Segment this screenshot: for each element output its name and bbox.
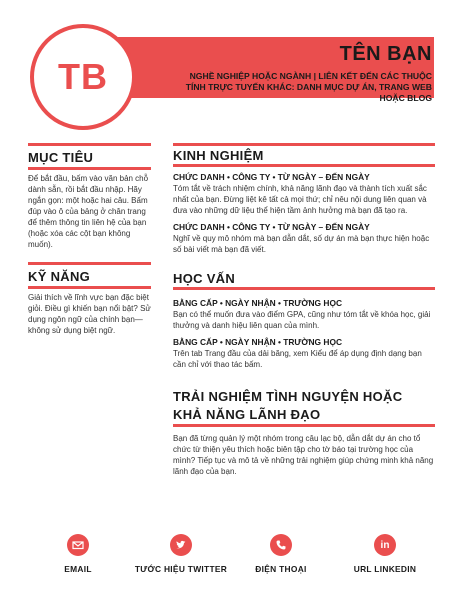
skills-top-rule xyxy=(28,262,151,265)
degree-title[interactable]: BẰNG CẤP • NGÀY NHẬN • TRƯỜNG HỌC xyxy=(173,337,343,347)
twitter-icon xyxy=(170,534,192,556)
objective-top-rule xyxy=(28,143,151,146)
contact-email[interactable] xyxy=(23,534,133,574)
degree-title[interactable]: BẰNG CẤP • NGÀY NHẬN • TRƯỜNG HỌC xyxy=(173,298,343,308)
education-rule xyxy=(173,287,435,290)
education-heading[interactable]: HỌC VẤN xyxy=(173,271,236,286)
volunteer-heading[interactable]: TRẢI NGHIỆM TÌNH NGUYỆN HOẶC KHẢ NĂNG LÃNH ĐẠO xyxy=(173,389,403,422)
phone-label[interactable]: ĐIỆN THOẠI xyxy=(255,564,307,574)
linkedin-icon xyxy=(374,534,396,556)
job-title[interactable]: CHỨC DANH • CÔNG TY • TỪ NGÀY – ĐẾN NGÀY xyxy=(173,172,370,182)
skills-bottom-rule xyxy=(28,286,151,289)
job-description[interactable]: Nghĩ về quy mô nhóm mà bạn dẫn dắt, số dự án mà bạn thực hiện hoặc số bài viết mà bạn đã viết. xyxy=(173,234,430,254)
linkedin-label[interactable]: URL LINKEDIN xyxy=(353,564,417,574)
your-name[interactable]: TÊN BẠN xyxy=(339,43,432,65)
monogram[interactable]: TB xyxy=(58,56,108,97)
job-description[interactable]: Tóm tắt về trách nhiệm chính, khả năng lãnh đạo và thành tích xuất sắc nhất của bạn. Đừng liệt kê tất cả mọi thứ; chỉ nêu nội dung liên quan và đưa vào những dữ liệu thể hiện tầm ảnh hưởng mà bạn đã tạo ra. xyxy=(173,184,427,215)
experience-bottom-rule xyxy=(173,164,435,167)
skills-text[interactable]: Giải thích về lĩnh vực bạn đặc biệt giỏi. Điều gì khiến bạn nổi bật? Sử dụng ngôn ngữ của chính bạn—không sử dụng biệt ngữ. xyxy=(28,293,151,335)
email-label[interactable]: EMAIL xyxy=(64,564,92,574)
job-title[interactable]: CHỨC DANH • CÔNG TY • TỪ NGÀY – ĐẾN NGÀY xyxy=(173,222,370,232)
degree-description[interactable]: Bạn có thể muốn đưa vào điểm GPA, cũng như tóm tắt về khóa học, giải thưởng và danh hiệu liên quan của mình. xyxy=(173,310,431,330)
experience-heading[interactable]: KINH NGHIỆM xyxy=(173,148,264,163)
contact-twitter[interactable] xyxy=(126,534,236,574)
contact-linkedin[interactable] xyxy=(330,534,440,574)
skills-heading[interactable]: KỸ NĂNG xyxy=(28,269,91,284)
email-icon xyxy=(67,534,89,556)
linkedin-glyph: in xyxy=(380,539,390,551)
objective-text[interactable]: Để bắt đầu, bấm vào văn bản chỗ dành sẵn, rồi bắt đầu nhập. Hãy ngắn gọn: một hoặc hai câu. Bấm đúp vào ô của bảng ở chân trang để thêm thông tin liên hệ của bạn (hoặc xóa các cột bạn không muốn). xyxy=(28,174,149,249)
degree-description[interactable]: Trên tab Trang đầu của dải băng, xem Kiểu để áp dụng định dạng bạn cần chỉ với thao tác bấm. xyxy=(173,349,422,369)
objective-heading[interactable]: MỤC TIÊU xyxy=(28,150,94,165)
phone-icon xyxy=(270,534,292,556)
profession-links[interactable]: NGHỀ NGHIỆP HOẶC NGÀNH | LIÊN KẾT ĐẾN CÁC THUỘC TÍNH TRỰC TUYẾN KHÁC: DANH MỤC DỰ ÁN, TRANG WEB HOẶC BLOG xyxy=(185,71,432,103)
monogram-circle xyxy=(30,24,136,130)
volunteer-description[interactable]: Bạn đã từng quản lý một nhóm trong câu lạc bộ, dẫn dắt dự án cho tổ chức từ thiện yêu thích hoặc biên tập cho tờ báo tại trường học của mình? Tiếp tục và mô tả về những trải nghiệm giúp chứng minh khả năng lãnh đạo của bạn. xyxy=(173,434,434,476)
twitter-label[interactable]: TƯỚC HIỆU TWITTER xyxy=(134,564,228,574)
contact-phone[interactable] xyxy=(226,534,336,574)
experience-top-rule xyxy=(173,143,435,146)
volunteer-rule xyxy=(173,424,435,427)
objective-bottom-rule xyxy=(28,167,151,170)
